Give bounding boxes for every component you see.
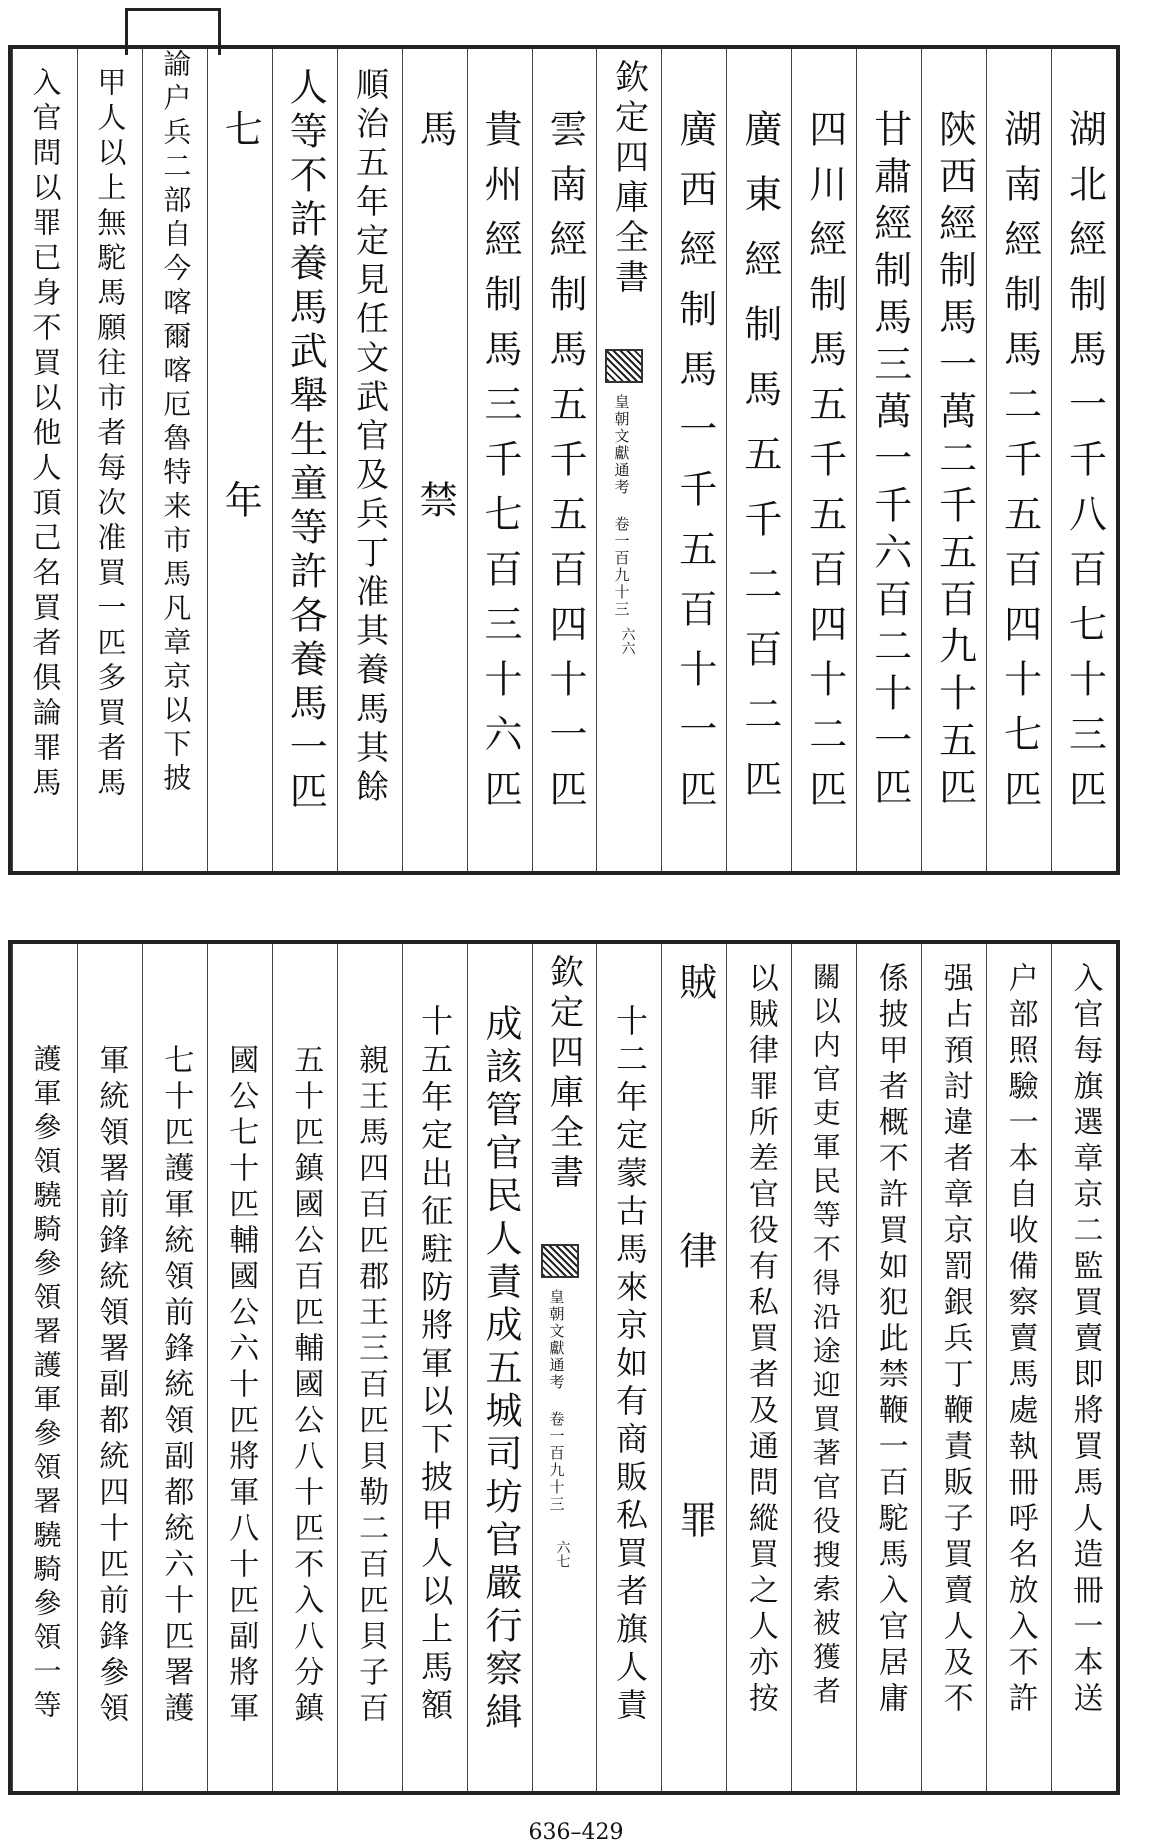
text-column <box>986 944 1052 1791</box>
bottom-page-frame <box>8 940 1120 1795</box>
column-text: 十五年定出征駐防將軍以下披甲人以上馬額 <box>416 1004 455 1726</box>
column-text: 人等不許養馬武舉生童等許各養馬一匹 <box>283 67 328 815</box>
column-text: 係披甲者概不許買如犯此禁鞭一百駝馬入官居庸 <box>872 962 908 1718</box>
column-text: 國公七十匹輔國公六十匹將軍八十匹副將軍 <box>223 1044 259 1728</box>
text-column <box>402 944 468 1791</box>
column-text: 陝西經制馬一萬二千五百九十五匹 <box>932 109 977 814</box>
folio-number: 六七 <box>554 1539 571 1568</box>
column-text: 七年 <box>218 109 263 851</box>
column-text: 親王馬四百匹郡王三百匹貝勒二百匹貝子百 <box>353 1044 389 1728</box>
column-text: 貴州經制馬三千七百三十六匹 <box>478 109 523 824</box>
column-text: 順治五年定見任文武官及兵丁准其養馬其餘 <box>351 67 391 808</box>
column-text: 四川經制馬五千五百四十二匹 <box>802 109 847 824</box>
column-text: 入官問以罪已身不買以他人頂己名買者俱論罪馬 <box>28 67 63 802</box>
top-page-frame <box>8 45 1120 875</box>
column-text: 雲南經制馬五千五百四十一匹 <box>542 109 587 824</box>
text-column <box>791 49 857 871</box>
top-page <box>0 0 1152 880</box>
text-column <box>921 944 987 1791</box>
center-title: 欽定四庫全書 <box>543 954 584 1194</box>
column-text: 廣東經制馬五千二百二匹 <box>737 109 782 824</box>
column-text: 湖南經制馬二千五百四十七匹 <box>997 109 1042 824</box>
column-text: 湖北經制馬一千八百七十三匹 <box>1062 109 1107 824</box>
text-column <box>532 49 598 871</box>
text-column <box>726 49 792 871</box>
column-text: 强占預討違者章京罰銀兵丁鞭責販子買賣人及不 <box>937 962 973 1718</box>
column-text: 七十匹護軍統領前鋒統領副都統六十匹署護 <box>158 1044 194 1728</box>
text-column <box>337 49 403 871</box>
center-title-column <box>596 49 662 871</box>
center-small-text: 皇朝文獻通考 卷一百九十三 <box>612 394 631 618</box>
column-text: 護軍參領驍騎參領署護軍參領署驍騎參領一等 <box>29 1044 63 1724</box>
text-column <box>402 49 468 871</box>
text-column <box>337 944 403 1791</box>
text-column <box>661 49 727 871</box>
text-column <box>856 49 922 871</box>
column-text: 成該管官民人責成五城司坊官嚴行察緝 <box>479 1004 523 1735</box>
column-text: 賊律罪 <box>672 962 717 1769</box>
center-title: 欽定四庫全書 <box>608 59 649 299</box>
page-number: 636–429 <box>528 1820 624 1845</box>
text-column <box>986 49 1052 871</box>
text-column <box>726 944 792 1791</box>
bottom-page <box>0 940 1152 1810</box>
text-column <box>272 944 338 1791</box>
text-column <box>142 49 208 871</box>
column-text: 户部照驗一本自收備察賣馬處執冊呼名放入不許 <box>1002 962 1038 1718</box>
column-text: 五十匹鎮國公百匹輔國公八十匹不入八分鎮 <box>288 1044 324 1728</box>
column-text: 馬禁 <box>413 109 458 851</box>
top-columns <box>12 49 1116 871</box>
seal-mark <box>605 349 643 383</box>
column-text: 甘肅經制馬三萬一千六百二十一匹 <box>867 109 912 814</box>
text-column <box>791 944 857 1791</box>
text-column <box>12 944 78 1791</box>
text-column <box>856 944 922 1791</box>
center-small-text: 皇朝文獻通考 卷一百九十三 <box>547 1289 566 1513</box>
text-column <box>77 944 143 1791</box>
seal-mark <box>541 1244 579 1278</box>
text-column <box>207 49 273 871</box>
column-text: 以賊律罪所差官役有私買者及通問縱買之人亦按 <box>742 962 778 1718</box>
text-column <box>1051 944 1117 1791</box>
text-column <box>1051 49 1117 871</box>
column-text: 廣西經制馬一千五百十一匹 <box>672 109 717 829</box>
text-column <box>142 944 208 1791</box>
text-column <box>921 49 987 871</box>
text-column <box>12 49 78 871</box>
center-title-column <box>532 944 598 1791</box>
bottom-columns <box>12 944 1116 1791</box>
text-column <box>661 944 727 1791</box>
text-column <box>272 49 338 871</box>
column-text: 諭户兵二部自今喀爾喀厄魯特来市馬凡章京以下披 <box>159 49 193 797</box>
text-column <box>596 944 662 1791</box>
text-column <box>467 944 533 1791</box>
folio-number: 六六 <box>619 627 636 656</box>
column-text: 十二年定蒙古馬來京如有商販私買者旗人責 <box>610 1004 649 1726</box>
text-column <box>207 944 273 1791</box>
column-text: 入官每旗選章京二監買賣即將買馬人造冊一本送 <box>1067 962 1103 1718</box>
column-text: 軍統領署前鋒統領署副都統四十匹前鋒參領 <box>93 1044 129 1728</box>
text-column <box>77 49 143 871</box>
column-text: 甲人以上無駝馬願往市者每次准買一匹多買者馬 <box>93 67 128 802</box>
column-text: 關以内官吏軍民等不得沿途迎買著官役搜索被獲者 <box>808 962 842 1710</box>
text-column <box>467 49 533 871</box>
